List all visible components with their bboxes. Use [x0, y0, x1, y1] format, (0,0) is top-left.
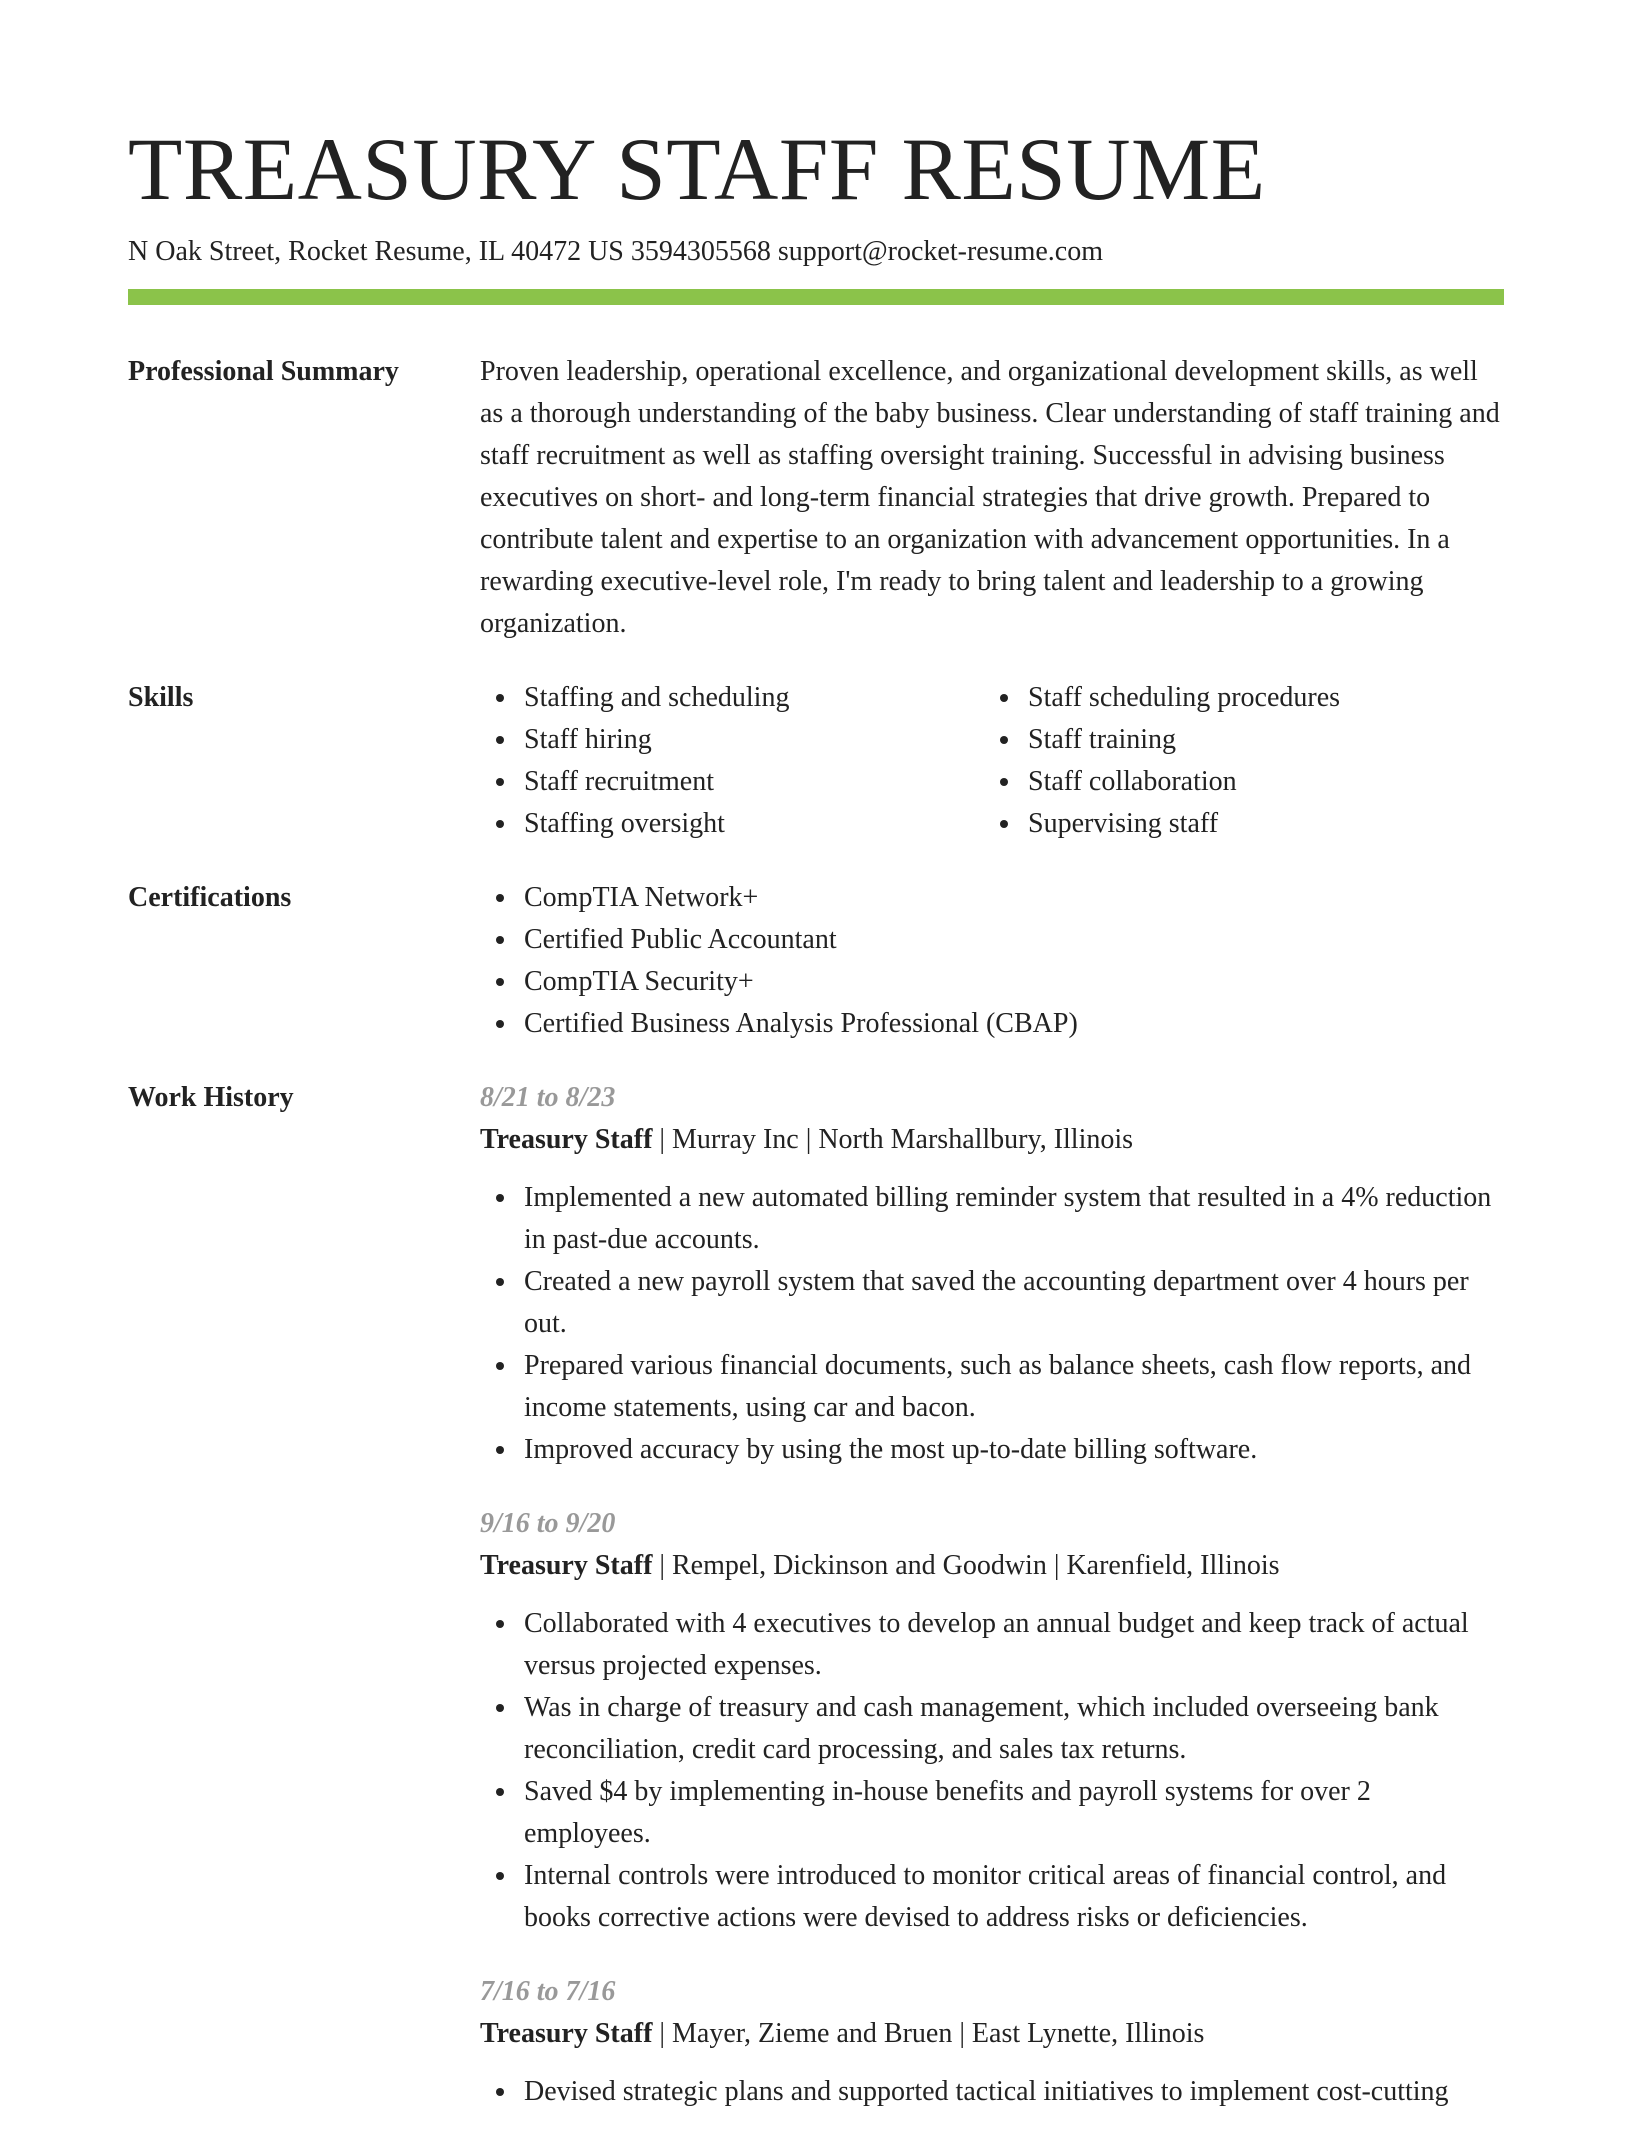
job-bullets	[480, 1603, 1504, 1939]
skill-item: Staff recruitment	[524, 761, 984, 803]
job-bullet: Collaborated with 4 executives to develop an annual budget and keep track of actual versus projected expenses.	[524, 1603, 1504, 1687]
job-entry	[480, 1971, 1504, 2113]
job-dates: 9/16 to 9/20	[480, 1508, 616, 1539]
job-bullets	[480, 2071, 1504, 2113]
job-title: Treasury Staff	[480, 1124, 653, 1155]
job-dates: 7/16 to 7/16	[480, 1976, 616, 2007]
job-entry	[480, 1077, 1504, 1471]
job-company-location: | Murray Inc | North Marshallbury, Illinois	[652, 1124, 1134, 1155]
job-header	[480, 2013, 1504, 2055]
accent-divider	[128, 289, 1504, 305]
job-bullet: Saved $4 by implementing in-house benefits and payroll systems for over 2 employees.	[524, 1771, 1504, 1855]
job-entry	[480, 1503, 1504, 1939]
job-header	[480, 1119, 1504, 1161]
certification-item: Certified Public Accountant	[524, 919, 1504, 961]
skill-item: Staffing and scheduling	[524, 677, 984, 719]
resume-page	[128, 118, 1504, 2145]
skill-item: Supervising staff	[1028, 803, 1488, 845]
resume-title: TREASURY STAFF RESUME	[128, 121, 1266, 219]
skill-item: Staff collaboration	[1028, 761, 1488, 803]
certification-item: CompTIA Network+	[524, 877, 1504, 919]
job-dates: 8/21 to 8/23	[480, 1082, 616, 1113]
job-bullet: Internal controls were introduced to monitor critical areas of financial control, and books corrective actions were devised to address risks or deficiencies.	[524, 1855, 1504, 1939]
skill-item: Staffing oversight	[524, 803, 984, 845]
certifications-list	[480, 877, 1504, 1045]
professional-summary-section	[128, 351, 1504, 645]
section-label: Work History	[128, 1082, 294, 1113]
skills-section	[128, 677, 1504, 845]
job-bullet: Created a new payroll system that saved the accounting department over 4 hours per out.	[524, 1261, 1504, 1345]
contact-line: N Oak Street, Rocket Resume, IL 40472 US 3594305568 support@rocket-resume.com	[128, 236, 1104, 267]
job-company-location: | Mayer, Zieme and Bruen | East Lynette, Illinois	[652, 2018, 1205, 2049]
skills-list-right	[984, 677, 1488, 845]
job-bullet: Was in charge of treasury and cash management, which included overseeing bank reconciliation, credit card processing, and sales tax returns.	[524, 1687, 1504, 1771]
skill-item: Staff scheduling procedures	[1028, 677, 1488, 719]
job-bullet: Devised strategic plans and supported tactical initiatives to implement cost-cutting	[524, 2071, 1504, 2113]
certification-item: Certified Business Analysis Professional (CBAP)	[524, 1003, 1504, 1045]
skill-item: Staff hiring	[524, 719, 984, 761]
job-bullet: Prepared various financial documents, such as balance sheets, cash flow reports, and income statements, using car and bacon.	[524, 1345, 1504, 1429]
job-company-location: | Rempel, Dickinson and Goodwin | Karenfield, Illinois	[652, 1550, 1280, 1581]
skills-list-left	[480, 677, 984, 845]
section-label: Skills	[128, 682, 194, 713]
certifications-section	[128, 877, 1504, 1045]
job-title: Treasury Staff	[480, 2018, 653, 2049]
job-title: Treasury Staff	[480, 1550, 653, 1581]
section-label: Professional Summary	[128, 356, 399, 387]
section-label: Certifications	[128, 882, 292, 913]
job-bullets	[480, 1177, 1504, 1471]
summary-text: Proven leadership, operational excellence, and organizational development skills, as well as a thorough understanding of the baby business. Clear understanding of staff training and staff recruitment as well as staffing oversight training. Successful in advising business executives on short- and long-term financial strategies that drive growth. Prepared to contribute talent and expertise to an organization with advancement opportunities. In a rewarding executive-level role, I'm ready to bring talent and leadership to a growing organization.	[480, 356, 1500, 639]
job-bullet: Implemented a new automated billing reminder system that resulted in a 4% reduction in past-due accounts.	[524, 1177, 1504, 1261]
certification-item: CompTIA Security+	[524, 961, 1504, 1003]
job-bullet: Improved accuracy by using the most up-to-date billing software.	[524, 1429, 1504, 1471]
job-header	[480, 1545, 1504, 1587]
skill-item: Staff training	[1028, 719, 1488, 761]
work-history-section	[128, 1077, 1504, 2145]
